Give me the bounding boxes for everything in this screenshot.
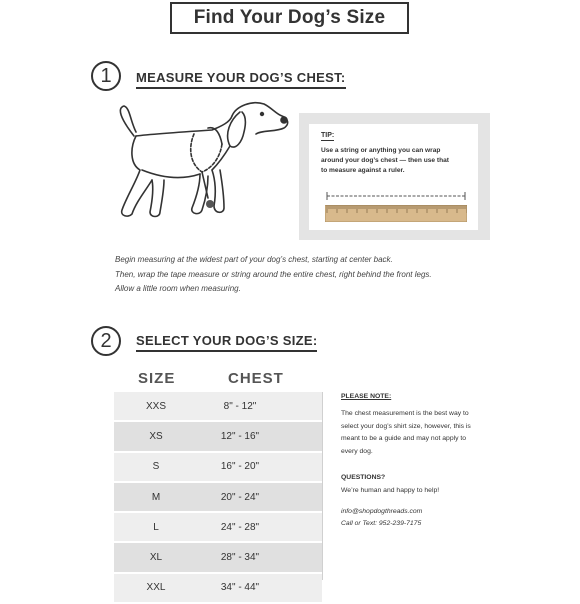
size-table [114, 392, 322, 604]
step-2-heading: SELECT YOUR DOG’S SIZE: [136, 333, 317, 352]
step-1-number: 1 [91, 61, 121, 91]
tip-text: Use a string or anything you can wrap around your dog’s chest — then use that to measure against a ruler. [321, 147, 449, 174]
table-row: XS 12" - 16" [114, 422, 322, 452]
dog-illustration [112, 98, 292, 238]
chest-column-header: CHEST [228, 370, 284, 387]
contact-phone: Call or Text: 952-239-7175 [341, 520, 422, 527]
tip-panel [299, 113, 490, 240]
ruler-icon [325, 205, 467, 222]
contact-email[interactable]: info@shopdogthreads.com [341, 508, 423, 515]
size-column-header: SIZE [138, 370, 176, 387]
table-row: XXL 34" - 44" [114, 574, 322, 604]
table-row: L 24" - 28" [114, 513, 322, 543]
page-title: Find Your Dog’s Size [170, 2, 409, 34]
questions-heading: QUESTIONS? [341, 474, 386, 481]
step-1-heading: MEASURE YOUR DOG’S CHEST: [136, 70, 346, 89]
tip-card [309, 124, 478, 230]
string-illustration [323, 190, 469, 202]
table-row: XXS 8" - 12" [114, 392, 322, 422]
tip-label: TIP: [321, 132, 335, 139]
note-heading: PLEASE NOTE: [341, 393, 392, 400]
table-row: XL 28" - 34" [114, 543, 322, 573]
measure-instructions: Begin measuring at the widest part of your dog’s chest, starting at center back. Then, wrap the tape measure or string around the entire chest, right behind the front legs. Allow a little room when measuring. [115, 255, 432, 293]
questions-text: We’re human and happy to help! [341, 487, 440, 494]
column-divider [322, 392, 323, 580]
note-text: The chest measurement is the best way to select your dog’s shirt size, however, this is meant to be a guide and may not apply to every dog. [341, 410, 471, 455]
table-row: S 16" - 20" [114, 453, 322, 483]
step-2-number: 2 [91, 326, 121, 356]
table-row: M 20" - 24" [114, 483, 322, 513]
